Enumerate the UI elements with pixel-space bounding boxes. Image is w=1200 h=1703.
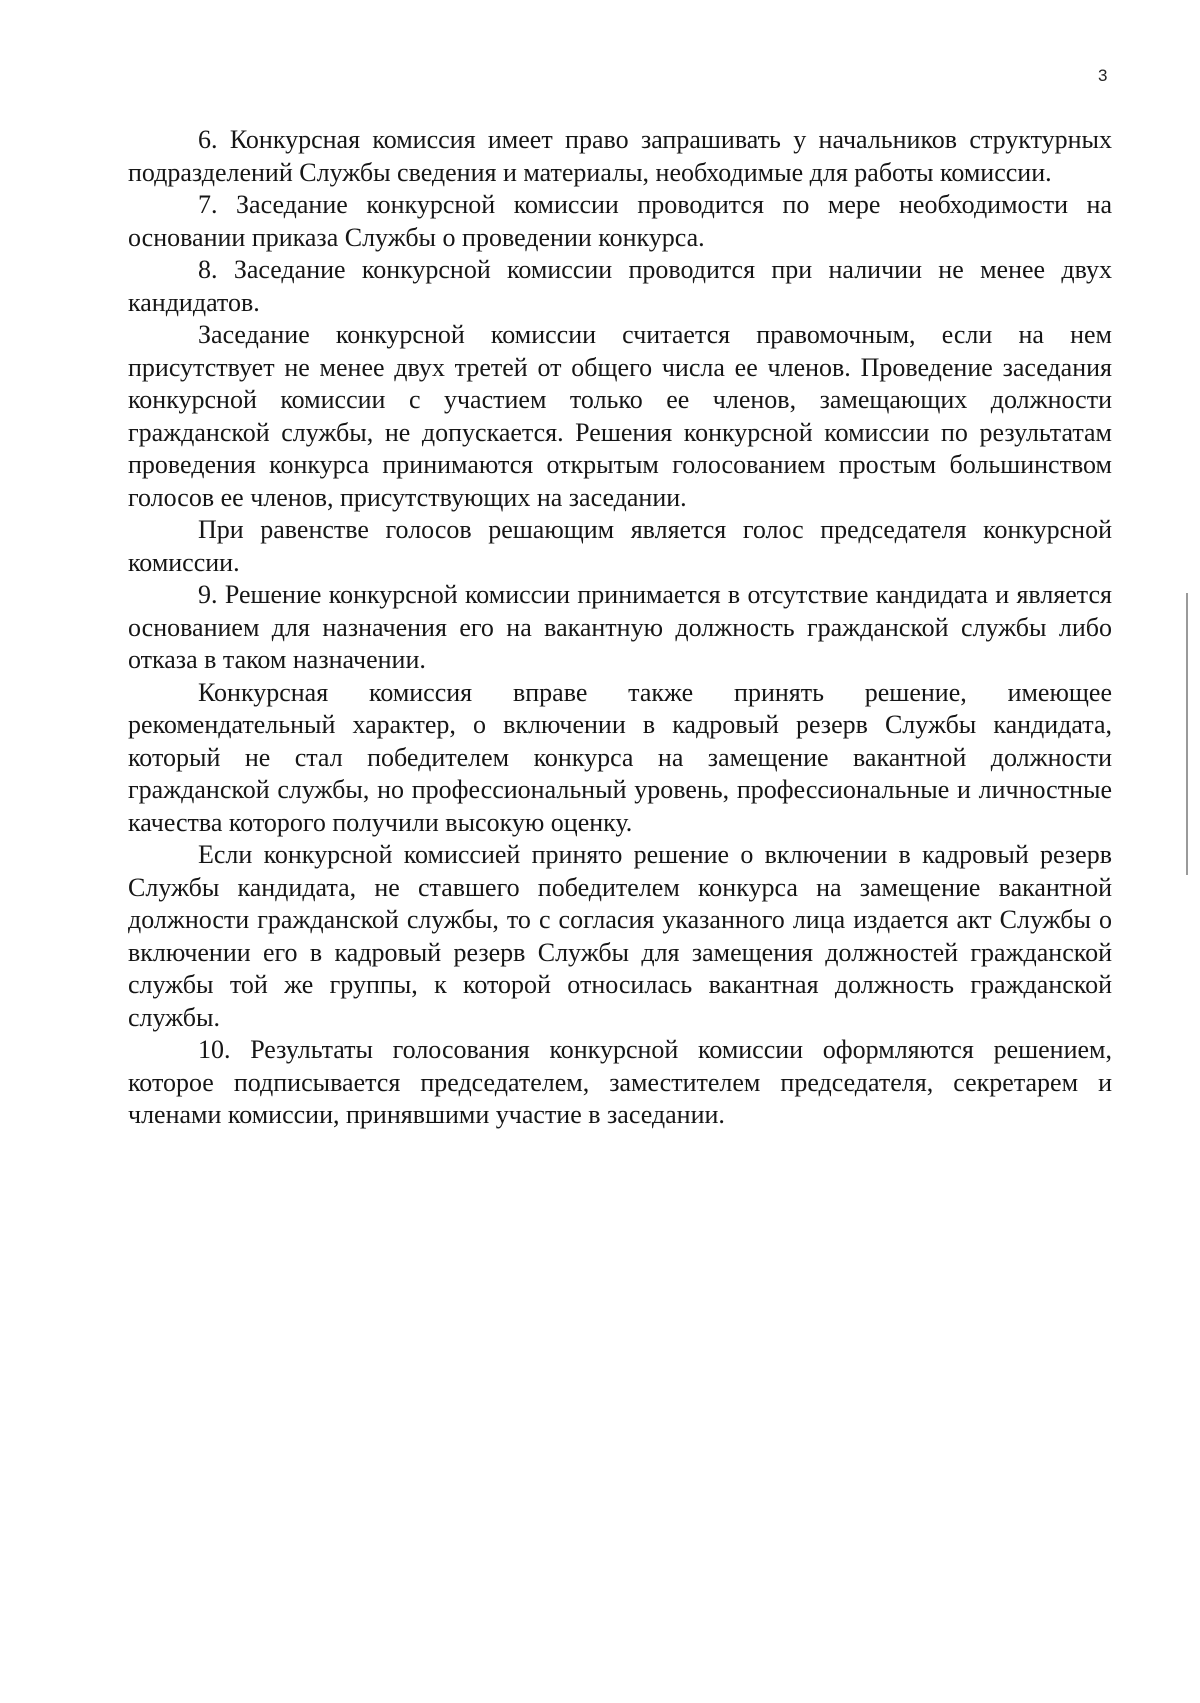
paragraph-8-tie-vote: При равенстве голосов решающим является голос председателя конкурсной комиссии. [128,515,1112,577]
paragraph-9: 9. Решение конкурсной комиссии принимается в отсутствие кандидата и является основанием для назначения его на вакантную должность гражданской службы либо отказа в таком назначении. [128,580,1112,674]
paragraph-6: 6. Конкурсная комиссия имеет право запрашивать у начальников структурных подразделений Службы сведения и материалы, необходимые для работы комиссии. [128,125,1112,187]
paragraph-9-reserve-act: Если конкурсной комиссией принято решение о включении в кадровый резерв Службы кандидата, не ставшего победителем конкурса на замещение вакантной должности гражданской службы, то с согласия указанного лица издается акт Службы о включении его в кадровый резерв Службы для замещения должностей гражданской службы той же группы, к которой относилась вакантная должность гражданской службы. [128,840,1112,1032]
paragraph-8-quorum: Заседание конкурсной комиссии считается правомочным, если на нем присутствует не менее двух третей от общего числа ее членов. Проведение заседания конкурсной комиссии с участием только ее членов, замещающих должности гражданской службы, не допускается. Решения конкурсной комиссии по результатам проведения конкурса принимаются открытым голосованием простым большинством голосов ее членов, присутствующих на заседании. [128,320,1112,512]
document-body [128,124,1112,1132]
scan-artifact-line [1186,593,1188,875]
paragraph-8: 8. Заседание конкурсной комиссии проводится при наличии не менее двух кандидатов. [128,255,1112,317]
paragraph-9-reserve-recommendation: Конкурсная комиссия вправе также принять решение, имеющее рекомендательный характер, о включении в кадровый резерв Службы кандидата, который не стал победителем конкурса на замещение вакантной должности гражданской службы, но профессиональный уровень, профессиональные и личностные качества которого получили высокую оценку. [128,677,1112,837]
paragraph-10: 10. Результаты голосования конкурсной комиссии оформляются решением, которое подписывается председателем, заместителем председателя, секретарем и членами комиссии, принявшими участие в заседании. [128,1035,1112,1129]
page-number: 3 [1098,66,1108,85]
paragraph-7: 7. Заседание конкурсной комиссии проводится по мере необходимости на основании приказа Службы о проведении конкурса. [128,190,1112,252]
